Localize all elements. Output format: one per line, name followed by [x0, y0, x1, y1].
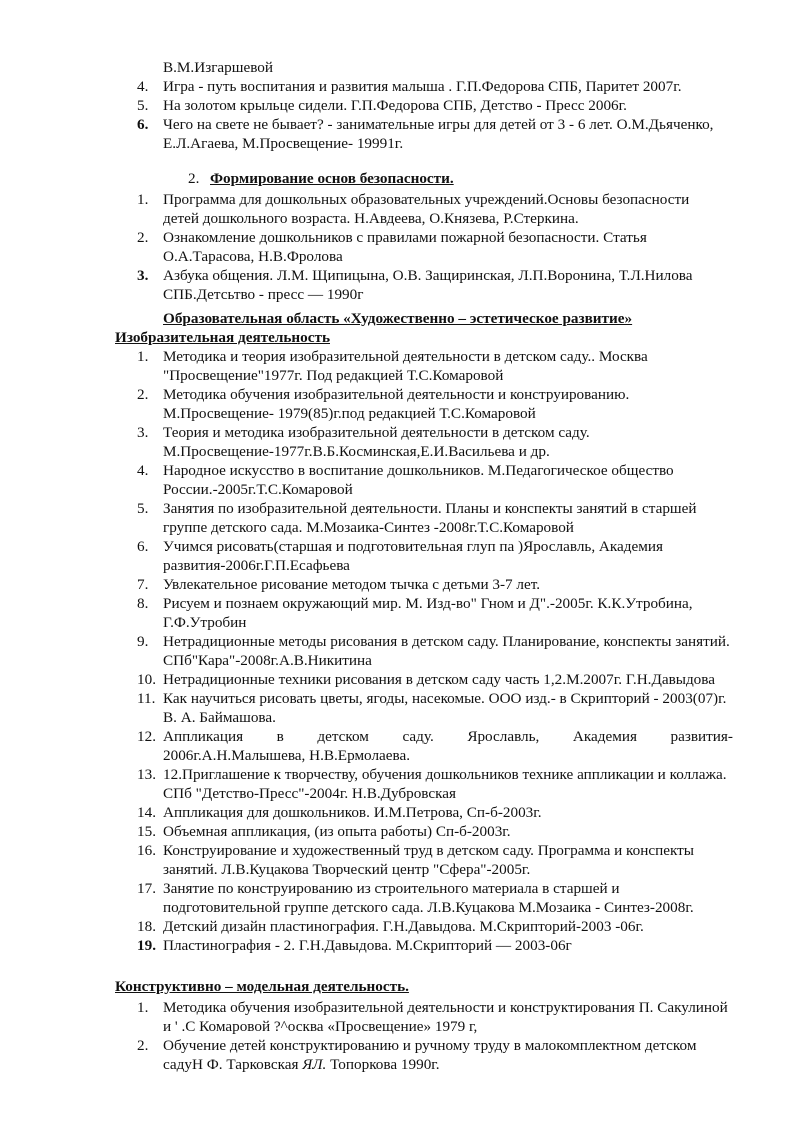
item-number: 1.: [137, 348, 149, 365]
item-text-part: Обучение детей конструктированию и ручному труду в малокомплектном детском садуН Ф. Тарковская: [163, 1037, 697, 1073]
item-number: 14.: [137, 804, 156, 821]
list-item: [137, 347, 733, 385]
games-list: [137, 77, 717, 153]
item-text: Занятия по изобразительной деятельности. Планы и конспекты занятий в старшей группе детского сада. М.Мозаика-Синтез -2008г.Т.С.Комаровой: [163, 500, 697, 536]
list-item: [137, 841, 733, 879]
list-item: [137, 385, 733, 423]
list-item: [137, 727, 733, 765]
item-text: Учимся рисовать(старшая и подготовительная глуп па )Ярославль, Академия развития-2006г.Г.П.Есафьева: [163, 538, 663, 574]
item-number: 12.: [137, 728, 156, 745]
item-text: Как научиться рисовать цветы, ягоды, насекомые. ООО изд.- в Скрипторий - 2003(07)г. В. А. Баймашова.: [163, 690, 727, 726]
list-item: [137, 998, 733, 1036]
item-text: Аппликация для дошкольников. И.М.Петрова, Сп-б-2003г.: [163, 804, 542, 821]
construct-heading: Конструктивно – модельная деятельность.: [115, 978, 409, 995]
item-number: 2.: [137, 1037, 149, 1054]
list-item: [137, 594, 733, 632]
item-number: 5.: [137, 500, 149, 517]
item-text: [163, 727, 733, 765]
item-number: 19.: [137, 937, 156, 954]
item-number: 3.: [137, 424, 149, 441]
item-number: 17.: [137, 880, 156, 897]
list-item: [137, 822, 733, 841]
item-text: [163, 1036, 733, 1074]
list-item: [137, 575, 733, 594]
item-word: Академия: [572, 728, 637, 745]
item-number: 4.: [137, 78, 149, 95]
item-text: Азбука общения. Л.М. Щипицына, О.В. Защиринская, Л.П.Воронина, Т.Л.Нилова СПБ.Детсьтво - пресс — 1990г: [163, 267, 693, 303]
item-text: Пластинография - 2. Г.Н.Давыдова. М.Скрипторий — 2003-06г: [163, 937, 572, 954]
author-continuation: В.М.Изгаршевой: [163, 59, 273, 76]
list-item: [137, 1036, 733, 1074]
item-text: Программа для дошкольных образовательных учреждений.Основы безопасности детей дошкольного возраста. Н.Авдеева, О.Князева, Р.Стеркина.: [163, 191, 690, 227]
item-text: Народное искусство в воспитание дошкольников. М.Педагогическое общество России.-2005г.Т.С.Комаровой: [163, 462, 674, 498]
item-number: 6.: [137, 116, 149, 133]
list-item: [137, 765, 733, 803]
list-item: [137, 803, 733, 822]
item-text: Рисуем и познаем окружающий мир. М. Изд-во" Гном и Д".-2005г. К.К.Утробина, Г.Ф.Утробин: [163, 595, 693, 631]
item-number: 2.: [137, 229, 149, 246]
item-number: 10.: [137, 671, 156, 688]
item-word: саду.: [402, 728, 434, 745]
item-text: Нетрадиционные методы рисования в детском саду. Планирование, конспекты занятий. СПб"Кара"-2008г.А.В.Никитина: [163, 633, 730, 669]
item-text: Методика обучения изобразительной деятельности и конструктирования П. Сакулиной и ' .С Комаровой ?^осква «Просвещение» 1979 г,: [163, 999, 728, 1035]
item-text: Конструирование и художественный труд в детском саду. Программа и конспекты занятий. Л.В.Куцакова Творческий центр "Сфера"-2005г.: [163, 842, 694, 878]
item-text: Нетрадиционные техники рисования в детском саду часть 1,2.М.2007г. Г.Н.Давыдова: [163, 671, 715, 688]
item-number: 1.: [137, 191, 149, 208]
list-item: [137, 96, 717, 115]
item-text: Детский дизайн пластинография. Г.Н.Давыдова. М.Скрипторий-2003 -06г.: [163, 918, 644, 935]
item-text: Объемная аппликация, (из опыта работы) Сп-б-2003г.: [163, 823, 511, 840]
section-number: 2.: [188, 170, 200, 187]
item-word: Ярославль,: [467, 728, 540, 745]
item-text: Увлекательное рисование методом тычка с детьми 3-7 лет.: [163, 576, 541, 593]
item-text: Занятие по конструированию из строительного материала в старшей и подготовительной группе детского сада. Л.В.Куцакова М.Мозаика - Синтез-2008г.: [163, 880, 694, 916]
list-item: [137, 228, 717, 266]
list-item: [137, 632, 733, 670]
list-item: [137, 461, 733, 499]
list-item: [137, 689, 733, 727]
item-word: детском: [317, 728, 369, 745]
list-item: [137, 879, 733, 917]
visual-activity-list: [137, 347, 733, 955]
list-item: [137, 77, 717, 96]
item-number: 7.: [137, 576, 149, 593]
item-number: 18.: [137, 918, 156, 935]
item-word: Аппликация: [163, 728, 244, 745]
item-text-line: [163, 727, 733, 746]
visual-activity-heading: Изобразительная деятельность: [115, 329, 330, 346]
list-item: [137, 190, 717, 228]
item-number: 5.: [137, 97, 149, 114]
item-text-italic: ЯЛ.: [302, 1056, 327, 1073]
safety-section-heading: [188, 169, 454, 188]
item-number: 15.: [137, 823, 156, 840]
item-text: 12.Приглашение к творчеству, обучения дошкольников технике аппликации и коллажа. СПб "Детство-Пресс"-2004г. Н.В.Дубровская: [163, 766, 727, 802]
list-item: [137, 423, 733, 461]
item-number: 6.: [137, 538, 149, 555]
list-item: [137, 936, 733, 955]
item-number: 11.: [137, 690, 156, 707]
item-number: 13.: [137, 766, 156, 783]
list-item: [137, 670, 733, 689]
list-item: [137, 537, 733, 575]
item-text: Методика и теория изобразительной деятельности в детском саду.. Москва "Просвещение"1977г. Под редакцией Т.С.Комаровой: [163, 348, 648, 384]
item-text: На золотом крыльце сидели. Г.П.Федорова СПБ, Детство - Пресс 2006г.: [163, 97, 627, 114]
construct-list: [137, 998, 733, 1074]
item-text-part: Топоркова 1990г.: [326, 1056, 440, 1073]
list-item: [137, 917, 733, 936]
section-title: Формирование основ безопасности.: [210, 170, 454, 187]
area-heading: Образовательная область «Художественно – эстетическое развитие»: [163, 310, 633, 327]
list-item: [137, 115, 717, 153]
item-text: Игра - путь воспитания и развития малыша . Г.П.Федорова СПБ, Паритет 2007г.: [163, 78, 682, 95]
item-text: Теория и методика изобразительной деятельности в детском саду. М.Просвещение-1977г.В.Б.Косминская,Е.И.Васильева и др.: [163, 424, 590, 460]
item-text-line: 2006г.А.Н.Малышева, Н.В.Ермолаева.: [163, 747, 411, 764]
item-number: 16.: [137, 842, 156, 859]
item-word: развития-: [670, 728, 733, 745]
list-item: [137, 266, 717, 304]
list-item: [137, 499, 733, 537]
item-number: 1.: [137, 999, 149, 1016]
item-text: Методика обучения изобразительной деятельности и конструированию. М.Просвещение- 1979(85)г.под редакцией Т.С.Комаровой: [163, 386, 630, 422]
item-word: в: [276, 728, 284, 745]
item-number: 8.: [137, 595, 149, 612]
item-number: 9.: [137, 633, 149, 650]
item-number: 3.: [137, 267, 149, 284]
item-text: Ознакомление дошкольников с правилами пожарной безопасности. Статья О.А.Тарасова, Н.В.Фролова: [163, 229, 647, 265]
item-number: 2.: [137, 386, 149, 403]
item-text: Чего на свете не бывает? - занимательные игры для детей от 3 - 6 лет. О.М.Дьяченко, Е.Л.Агаева, М.Просвещение- 19991г.: [163, 116, 714, 152]
item-number: 4.: [137, 462, 149, 479]
safety-list: [137, 190, 717, 304]
